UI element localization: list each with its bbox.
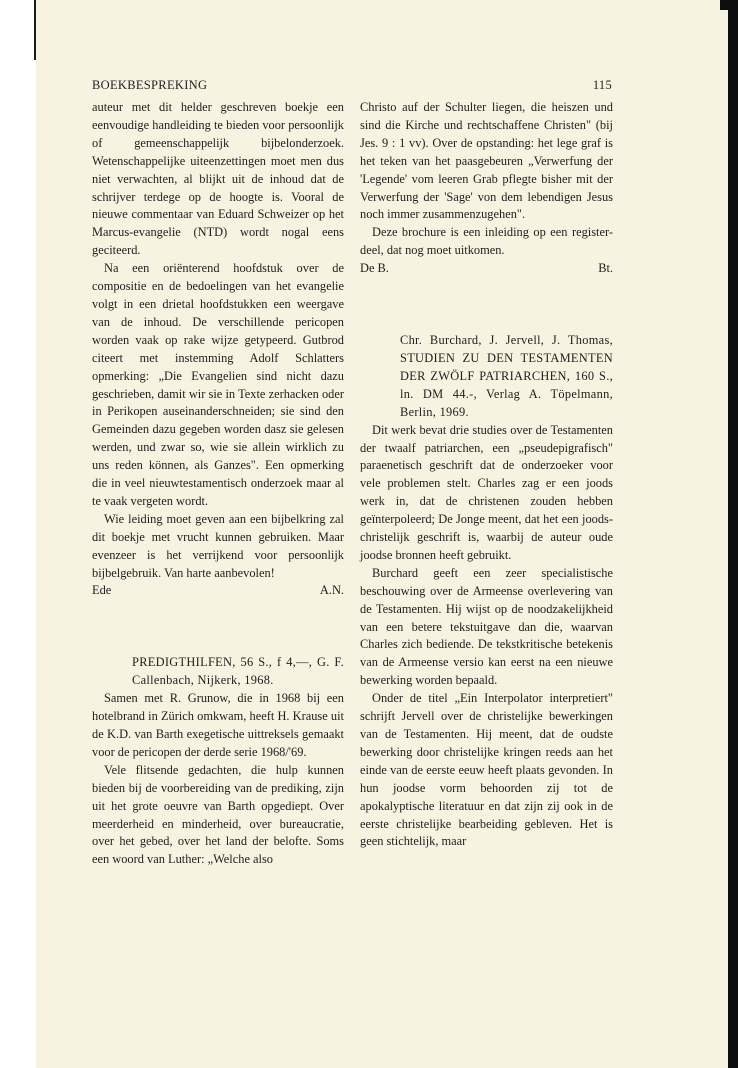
paragraph: auteur met dit helder geschreven boekje een eenvoudige handleiding te bieden voor persoonlijk of gemeenschappelijk bijbelonderzoek. Wetenschappelijke uiteenzettingen moet men dus niet verwachten, al blijkt uit de inhoud dat de schrijver terdege op de hoogte is. Vooral de nieuwe commentaar van Eduard Schweizer op het Marcus-evangelie (NTD) wordt nogal eens geciteerd. bbox=[92, 100, 344, 258]
signature-initials: Bt. bbox=[598, 261, 613, 276]
scan-right-border bbox=[728, 0, 738, 1068]
paragraph: Burchard geeft een zeer specialistische beschouwing over de Armeense overlevering van de Testamenten. Hij wijst op de noodzakelijkheid van een betere tekstuitgave dan die, waarvan Charles zich bediende. De tekstkritische betekenis van de Armeense versio kan eerst na een nieuwe bewerking worden bepaald. bbox=[360, 565, 613, 688]
review-heading: Chr. Burchard, J. Jervell, J. Thomas, STUDIEN ZU DEN TESTAMENTEN DER ZWÖLF PATRIARCHEN, 160 S., ln. DM 44.-, Verlag A. Töpelmann, Berlin, 1969. bbox=[400, 333, 613, 419]
reviewer-signature bbox=[92, 582, 344, 600]
signature-place: De B. bbox=[360, 261, 389, 276]
paragraph: Dit werk bevat drie studies over de Testamenten der twaalf patriarchen, een „pseudepigrafisch" paraenetisch geschrift dat de onderzoeker voor vele problemen stelt. Charles zag er een joods werk in, dat de christenen zouden hebben geïnterpoleerd; De Jonge meent, dat het een joods-christelijk geschrift is, waarbij de auteur oude joodse bronnen heeft gebruikt. bbox=[360, 422, 613, 562]
right-column bbox=[360, 99, 613, 851]
paragraph: Wie leiding moet geven aan een bijbelkring zal dit boekje met vrucht kunnen gebruiken. Maar evenzeer is het verrijkend voor persoonlijk bijbelgebruik. Van harte aanbevolen! bbox=[92, 511, 344, 580]
paragraph: Deze brochure is een inleiding op een register-deel, dat nog moet uitkomen. bbox=[360, 225, 613, 258]
signature-initials: A.N. bbox=[319, 583, 344, 598]
paragraph: Na een oriënterend hoofdstuk over de compositie en de bedoelingen van het evangelie volgt in een drietal hoofdstukken een weergave van de inhoud. De verschillende pericopen worden vaak op rake wijze getypeerd. Gutbrod citeert met instemming Adolf Schlatters opmerking: „Die Evangelien sind nicht dazu geschrieben, damit wir sie in Texte zerhacken oder in Perikopen auseinanderschneiden; sie sind den Gemeinden dazu gegeben worden dasz sie gelesen werden, und zwar so, wie sie allein wirklich zu uns reden können, als Ganzes". Een opmerking die in veel nieuwtestamentisch onderzoek maar al te vaak vergeten wordt. bbox=[92, 261, 344, 508]
paragraph: Christo auf der Schulter liegen, die heiszen und sind die Kirche und rechtschaffene Christen" (bij Jes. 9 : 1 vv). Over de opstanding: het lege graf is het teken van het paasgebeuren „Verwerfung der 'Legende' vom leeren Grab pflegte bisher mit der Verwerfung der 'Sage' von dem lebendigen Jesus noch immer zusammenzugehen". bbox=[360, 100, 613, 222]
running-head-title: BOEKBESPREKING bbox=[92, 78, 208, 92]
reviewer-signature bbox=[360, 260, 613, 278]
scan-margin bbox=[0, 0, 36, 1068]
paragraph: Vele flitsende gedachten, die hulp kunnen bieden bij de voorbereiding van de prediking, zijn uit het grote oeuvre van Barth opgediept. Over meerderheid en minderheid, over bureaucratie, over het gebed, over het land der belofte. Soms een woord van Luther: „Welche also bbox=[92, 762, 344, 867]
paragraph: Samen met R. Grunow, die in 1968 bij een hotelbrand in Zürich omkwam, heeft H. Krause uit de K.D. van Barth exegetische uittreksels gemaakt voor de pericopen der derde serie 1968/'69. bbox=[92, 691, 344, 759]
paragraph: Onder de titel „Ein Interpolator interpretiert" schrijft Jervell over de christelijke bewerkingen van de Testamenten. Hij meent, dat de oudste bewerking door christelijke kringen reeds aan het einde van de eerste eeuw heeft plaats gevonden. In hun joodse vorm behoorden zij tot de apokalyptische literatuur en dat zijn zij ook in de eerste christelijke bearbeiding gebleven. Het is geen stichtelijk, maar bbox=[360, 691, 613, 849]
scan-corner bbox=[720, 0, 738, 10]
left-column bbox=[92, 99, 344, 869]
review-heading: PREDIGTHILFEN, 56 S., f 4,—, G. F. Callenbach, Nijkerk, 1968. bbox=[132, 655, 344, 688]
page-number: 115 bbox=[592, 78, 612, 92]
signature-place: Ede bbox=[92, 583, 112, 598]
